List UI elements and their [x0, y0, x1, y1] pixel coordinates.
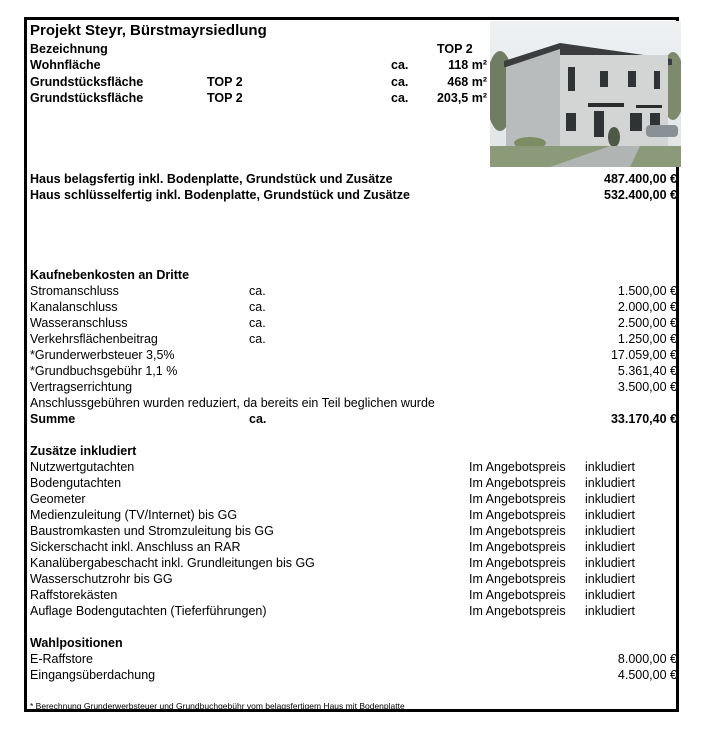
zusaetze-mid: Im Angebotspreis	[469, 508, 566, 522]
nebenkosten-value: 2.000,00 €	[617, 300, 677, 314]
zusaetze-label: Medienzuleitung (TV/Internet) bis GG	[30, 508, 238, 522]
zusaetze-heading: Zusätze inkludiert	[30, 444, 137, 458]
zusaetze-label: Kanalübergabeschacht inkl. Grundleitungen bis GG	[30, 556, 315, 570]
zusaetze-label: Sickerschacht inkl. Anschluss an RAR	[30, 540, 241, 554]
nebenkosten-label: Vertragserrichtung	[30, 380, 133, 394]
price-label: Haus schlüsselfertig inkl. Bodenplatte, Grundstück und Zusätze	[30, 188, 410, 202]
zusaetze-status: inkludiert	[585, 524, 636, 538]
nebenkosten-ca: ca.	[249, 300, 266, 314]
zusaetze-status: inkludiert	[585, 588, 636, 602]
nebenkosten-label: Stromanschluss	[30, 284, 119, 298]
nebenkosten-ca: ca.	[249, 332, 266, 346]
sum-ca: ca.	[249, 412, 267, 426]
zusaetze-mid: Im Angebotspreis	[469, 524, 566, 538]
header-row-top: TOP 2	[207, 91, 243, 105]
header-row-value: 203,5 m²	[436, 91, 487, 105]
nebenkosten-label: Verkehrsflächenbeitrag	[30, 332, 158, 346]
zusaetze-label: Baustromkasten und Stromzuleitung bis GG	[30, 524, 274, 538]
zusaetze-mid: Im Angebotspreis	[469, 572, 566, 586]
zusaetze-status: inkludiert	[585, 508, 636, 522]
nebenkosten-value: 3.500,00 €	[617, 380, 677, 394]
header-row-ca: ca.	[391, 91, 409, 105]
nebenkosten-note: Anschlussgebühren wurden reduziert, da bereits ein Teil beglichen wurde	[30, 396, 435, 410]
header-row-value: 468 m²	[447, 75, 487, 89]
nebenkosten-value: 1.250,00 €	[617, 332, 677, 346]
header-row-ca: ca.	[391, 75, 409, 89]
offer-sheet	[24, 17, 679, 712]
nebenkosten-ca: ca.	[249, 284, 266, 298]
sum-label: Summe	[30, 412, 76, 426]
zusaetze-status: inkludiert	[585, 476, 636, 490]
header-row-label: Grundstücksfläche	[30, 91, 144, 105]
zusaetze-status: inkludiert	[585, 540, 636, 554]
zusaetze-mid: Im Angebotspreis	[469, 604, 566, 618]
wahl-heading: Wahlpositionen	[30, 636, 123, 650]
zusaetze-label: Wasserschutzrohr bis GG	[30, 572, 173, 586]
header-row-value: 118 m²	[448, 58, 487, 72]
zusaetze-mid: Im Angebotspreis	[469, 492, 566, 506]
wahl-value: 4.500,00 €	[617, 668, 677, 682]
wahl-label: E-Raffstore	[30, 652, 93, 666]
zusaetze-mid: Im Angebotspreis	[469, 540, 566, 554]
zusaetze-label: Geometer	[30, 492, 86, 506]
zusaetze-mid: Im Angebotspreis	[469, 476, 566, 490]
zusaetze-label: Raffstorekästen	[30, 588, 118, 602]
house-rendering-photo	[490, 21, 681, 167]
header-row-label: Wohnfläche	[30, 58, 101, 72]
page-title: Projekt Steyr, Bürstmayrsiedlung	[30, 22, 267, 39]
header-row-top: TOP 2	[207, 75, 243, 89]
zusaetze-mid: Im Angebotspreis	[469, 556, 566, 570]
nebenkosten-label: *Grunderwerbsteuer 3,5%	[30, 348, 175, 362]
zusaetze-label: Bodengutachten	[30, 476, 122, 490]
price-label: Haus belagsfertig inkl. Bodenplatte, Grundstück und Zusätze	[30, 172, 393, 186]
nebenkosten-value: 17.059,00 €	[610, 348, 677, 362]
zusaetze-label: Nutzwertgutachten	[30, 460, 135, 474]
nebenkosten-value: 2.500,00 €	[617, 316, 677, 330]
price-value: 487.400,00 €	[604, 172, 677, 186]
zusaetze-label: Auflage Bodengutachten (Tieferführungen)	[30, 604, 267, 618]
wahl-value: 8.000,00 €	[617, 652, 677, 666]
header-row-label: Bezeichnung	[30, 42, 108, 56]
zusaetze-status: inkludiert	[585, 604, 636, 618]
header-row-label: Grundstücksfläche	[30, 75, 144, 89]
zusaetze-status: inkludiert	[585, 572, 636, 586]
nebenkosten-ca: ca.	[249, 316, 266, 330]
zusaetze-status: inkludiert	[585, 492, 636, 506]
nebenkosten-label: *Grundbuchsgebühr 1,1 %	[30, 364, 178, 378]
nebenkosten-label: Wasseranschluss	[30, 316, 128, 330]
nebenkosten-heading: Kaufnebenkosten an Dritte	[30, 268, 190, 282]
header-row-value: TOP 2	[437, 42, 473, 56]
zusaetze-mid: Im Angebotspreis	[469, 588, 566, 602]
zusaetze-status: inkludiert	[585, 556, 636, 570]
nebenkosten-label: Kanalanschluss	[30, 300, 118, 314]
footnote: * Berechnung Grunderwerbsteuer und Grundbuchgebühr vom belagsfertigem Haus mit Bodenplatte	[30, 701, 405, 711]
price-value: 532.400,00 €	[604, 188, 677, 202]
wahl-label: Eingangsüberdachung	[30, 668, 156, 682]
zusaetze-mid: Im Angebotspreis	[469, 460, 566, 474]
nebenkosten-value: 1.500,00 €	[617, 284, 677, 298]
sum-value: 33.170,40 €	[610, 412, 677, 426]
header-row-ca: ca.	[391, 58, 409, 72]
nebenkosten-value: 5.361,40 €	[617, 364, 677, 378]
zusaetze-status: inkludiert	[585, 460, 636, 474]
